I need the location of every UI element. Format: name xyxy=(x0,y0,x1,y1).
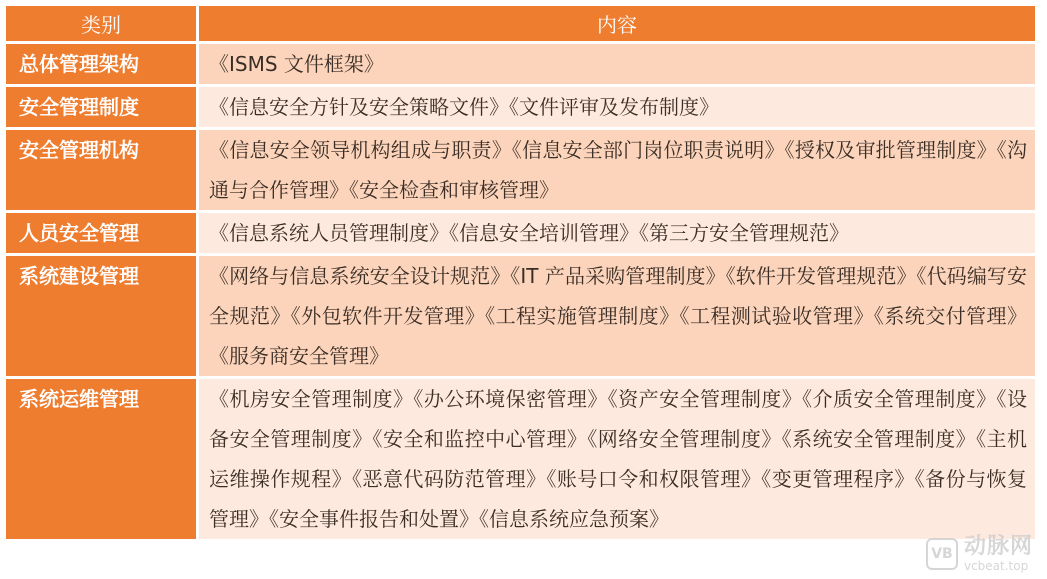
content-cell: 《信息安全方针及安全策略文件》《文件评审及发布制度》 xyxy=(199,87,1035,127)
vb-logo-icon: VB xyxy=(926,538,958,570)
category-cell: 系统运维管理 xyxy=(6,379,196,539)
category-cell: 总体管理架构 xyxy=(6,44,196,84)
category-cell: 安全管理制度 xyxy=(6,87,196,127)
watermark-text xyxy=(964,536,1033,572)
content-cell: 《ISMS 文件框架》 xyxy=(199,44,1035,84)
header-content: 内容 xyxy=(199,6,1035,41)
content-cell: 《网络与信息系统安全设计规范》《IT 产品采购管理制度》《软件开发管理规范》《代码编写安全规范》《外包软件开发管理》《工程实施管理制度》《工程测试验收管理》《系统交付管理》《服务商安全管理》 xyxy=(199,256,1035,376)
watermark-url: vcbeat.top xyxy=(963,559,1029,573)
content-cell: 《机房安全管理制度》《办公环境保密管理》《资产安全管理制度》《介质安全管理制度》《设备安全管理制度》《安全和监控中心管理》《网络安全管理制度》《系统安全管理制度》《主机运维操作规程》《恶意代码防范管理》《账号口令和权限管理》《变更管理程序》《备份与恢复管理》《安全事件报告和处置》《信息系统应急预案》 xyxy=(199,379,1035,539)
content-cell: 《信息系统人员管理制度》《信息安全培训管理》《第三方安全管理规范》 xyxy=(199,213,1035,253)
category-cell: 安全管理机构 xyxy=(6,130,196,210)
vcbeat-watermark xyxy=(926,536,1033,572)
management-system-table xyxy=(6,6,1040,539)
content-cell: 《信息安全领导机构组成与职责》《信息安全部门岗位职责说明》《授权及审批管理制度》《沟通与合作管理》《安全检查和审核管理》 xyxy=(199,130,1035,210)
watermark-brand: 动脉网 xyxy=(963,534,1033,559)
header-category: 类别 xyxy=(6,6,196,41)
category-cell: 人员安全管理 xyxy=(6,213,196,253)
category-cell: 系统建设管理 xyxy=(6,256,196,376)
